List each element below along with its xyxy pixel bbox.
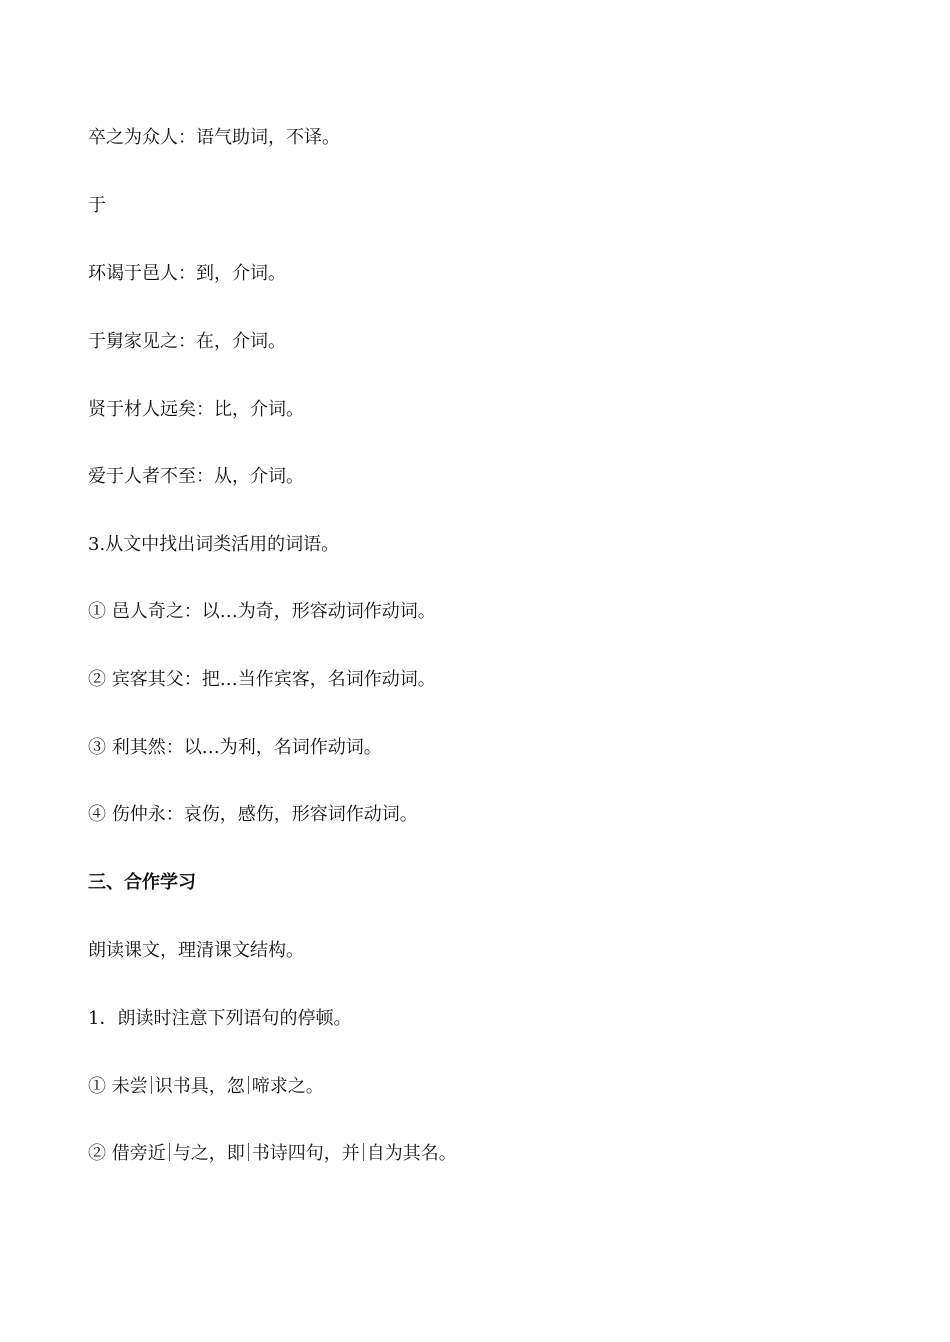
phrase-segment: 识书具，忽 [154,1076,245,1097]
list-item: ④ 伤仲永：哀伤，感伤，形容词作动词。 [88,804,418,825]
list-item: ① 邑人奇之：以…为奇，形容动词作动词。 [88,601,436,622]
text-line: 于舅家见之：在，介词。 [88,331,286,352]
phrase-segment: 与之，即 [172,1143,245,1164]
text-line: 环谒于邑人：到，介词。 [88,263,286,284]
list-marker: ② [88,1143,112,1164]
phrase-segment: 未尝 [111,1076,148,1097]
pause-example-2 [88,1142,457,1166]
text-line: 卒之为众人：语气助词，不译。 [88,127,340,148]
pause-mark [248,1076,249,1094]
phrase-segment: 借旁近 [111,1143,166,1164]
text-line: 3.从文中找出词类活用的词语。 [88,534,340,555]
phrase-segment: 书诗四句，并 [251,1143,360,1164]
list-marker: ① [88,1076,112,1097]
section-heading: 三、合作学习 [88,872,196,893]
text-line: 于 [88,195,106,216]
phrase-segment: 自为其名。 [366,1143,457,1164]
pause-mark [169,1143,170,1161]
phrase-segment: 啼求之。 [251,1076,324,1097]
pause-mark [363,1143,364,1161]
list-item: ② 宾客其父：把…当作宾客，名词作动词。 [88,669,436,690]
text-line: 1．朗读时注意下列语句的停顿。 [88,1008,352,1029]
text-line: 朗读课文，理清课文结构。 [88,940,304,961]
pause-example-1 [88,1075,324,1099]
text-line: 贤于材人远矣：比，介词。 [88,399,304,420]
list-item: ③ 利其然：以…为利，名词作动词。 [88,737,382,758]
pause-mark [248,1143,249,1161]
text-line: 爱于人者不至：从，介词。 [88,466,304,487]
pause-mark [151,1076,152,1094]
